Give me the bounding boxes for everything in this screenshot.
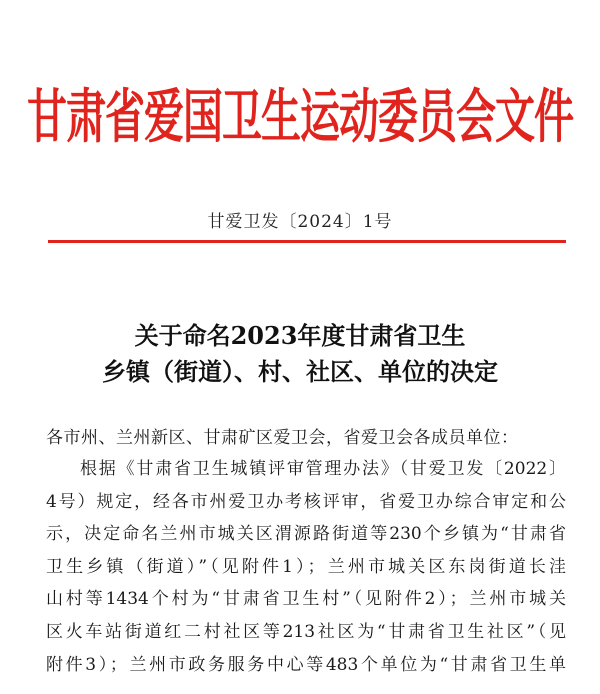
document-title: [0, 318, 600, 390]
body-line: 卫生乡镇（街道）”（见附件1）；兰州市城关区东岗街道长洼: [46, 556, 566, 577]
red-divider-line: [48, 240, 566, 243]
document-title-line-1: 关于命名2023年度甘肃省卫生: [134, 321, 466, 350]
body-line: 区火车站街道红二村社区等213社区为“甘肃省卫生社区”（见: [46, 621, 566, 642]
body-paragraph: [46, 453, 566, 681]
body-line: 附件3）；兰州市政务服务中心等483个单位为“甘肃省卫生单: [46, 654, 566, 675]
body-line: 根据《甘肃省卫生城镇评审管理办法》（甘爱卫发〔2022〕: [80, 459, 566, 479]
masthead-title: 甘肃省爱国卫生运动委员会文件: [27, 84, 573, 151]
body-line: 示，决定命名兰州市城关区渭源路街道等230个乡镇为“甘肃省: [46, 524, 566, 545]
recipient-line: 各市州、兰州新区、甘肃矿区爱卫会，省爱卫会各成员单位：: [46, 428, 519, 448]
body-line: 4号）规定，经各市州爱卫办考核评审，省爱卫办综合审定和公: [46, 491, 566, 512]
document-number: 甘爱卫发〔2024〕1号: [207, 212, 393, 232]
document-title-line-2: 乡镇（街道）、村、社区、单位的决定: [102, 357, 498, 386]
body-line: 山村等1434个村为“甘肃省卫生村”（见附件2）；兰州市城关: [46, 589, 566, 610]
